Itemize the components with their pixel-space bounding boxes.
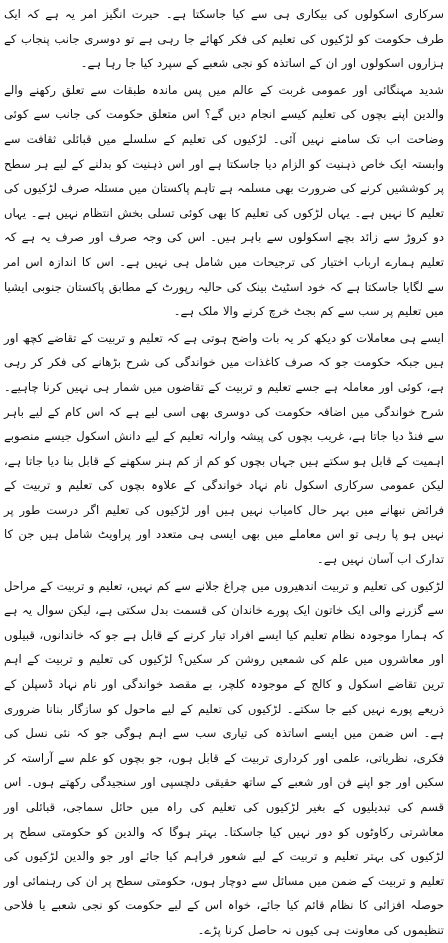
- article-paragraph-2: شدید مہنگائی اور عمومی غربت کے عالم میں پس ماندہ طبقات سے تعلق رکھنے والے والدین اپنے بچوں کی تعلیم کیسے انجام دیں گے؟ اس متعلق حکومت کی جانب سے کوئی وضاحت اب تک سامنے نہیں آئی۔ لڑکیوں کی تعلیم کے سلسلے میں قبائلی ثقافت سے وابستہ ایک خاص ذہنیت کو الزام دیا جاسکتا ہے اور اس ذہنیت کو بدلنے کے لیے ہر سطح پر کوششیں کرنے کی ضرورت بھی مسلمہ ہے تاہم پاکستان میں مسئلہ صرف لڑکیوں کی تعلیم کا نہیں ہے۔ یہاں لڑکوں کی تعلیم کا بھی کوئی تسلی بخش انتظام نہیں ہے۔ یہاں دو کروڑ سے زائد بچے اسکولوں سے باہر ہیں۔ اس کی وجہ صرف اور صرف یہ ہے کہ تعلیم ہمارے ارباب اختیار کی ترجیحات میں شامل ہی نہیں ہے۔ اس کا اندازہ اس امر سے لگایا جاسکتا ہے کہ خود اسٹیٹ بینک کی حالیہ رپورٹ کے مطابق پاکستان جنوبی ایشیا میں تعلیم پر سب سے کم بجٹ خرچ کرنے والا ملک ہے۔: [4, 82, 444, 319]
- article-paragraph-4: لڑکیوں کی تعلیم و تربیت اندھیروں میں چراغ جلانے سے کم نہیں، تعلیم و تربیت کے مراحل سے گزرنے والی ایک خاتون ایک پورے خاندان کی قسمت بدل سکتی ہے، لیکن سوال یہ ہے کہ ہمارا موجودہ نظام تعلیم کیا ایسے افراد تیار کرنے کے قابل ہے جو کہ خاندانوں، قبیلوں اور معاشروں میں علم کی شمعیں روشن کر سکیں؟ لڑکیوں کی تعلیم و تربیت کے اہم ترین تقاضے اسکول و کالج کے موجودہ کلچر، بے مقصد خواندگی اور نام نہاد ڈسپلن کے ذریعے پورے نہیں کیے جا سکتے۔ لڑکیوں کی تعلیم کے لیے ماحول کو سازگار بنانا ضروری ہے۔ اس ضمن میں ایسے اساتذہ کی تیاری سب سے اہم ہوگی جو کہ نئی نسل کی فکری، نظریاتی، علمی اور کرداری تربیت کے قابل ہوں، جو بچوں کو علم سے آراستہ کر سکیں اور جو اپنے فن اور شعبے کے ساتھ حقیقی دلچسپی اور سنجیدگی رکھتے ہوں۔ اس قسم کی تبدیلیوں کے بغیر لڑکیوں کی تعلیم کی راہ میں حائل سماجی، قبائلی اور معاشرتی رکاوٹوں کو دور نہیں کیا جاسکتا۔ بہتر ہوگا کہ والدین کو حکومتی سطح پر لڑکیوں کی بہتر تعلیم و تربیت کے لیے شعور فراہم کیا جائے اور جو والدین لڑکیوں کی تعلیم و تربیت کے ضمن میں مسائل سے دوچار ہوں، حکومتی سطح پر ان کی رہنمائی اور حوصلہ افزائی کا نظام قائم کیا جائے، خواہ اس کے لیے حکومت کو نجی شعبے یا فلاحی تنظیموں کی معاونت ہی کیوں نہ حاصل کرنا پڑے۔: [4, 578, 444, 937]
- article-paragraph-1: سرکاری اسکولوں کی بیکاری ہی سے کیا جاسکتا ہے۔ حیرت انگیز امر یہ ہے کہ ایک طرف حکومت کو لڑکیوں کی تعلیم کی فکر کھائے جا رہی ہے تو دوسری جانب پنجاب کے ہزاروں اسکولوں اور ان کے اساتذہ کو نجی شعبے کے سپرد کیا جا رہا ہے۔: [4, 7, 444, 71]
- article-paragraph-3: ایسے ہی معاملات کو دیکھ کر یہ بات واضح ہوتی ہے کہ تعلیم و تربیت کے تقاضے کچھ اور ہیں جبکہ حکومت جو کہ صرف کاغذات میں خواندگی کی شرح بڑھانے کی فکر کر رہی ہے، کوئی اور معاملہ ہے جسے تعلیم و تربیت کے تقاضوں میں شمار ہی نہیں کرنا چاہیے۔ شرح خواندگی میں اضافہ حکومت کی دوسری بھی اسی لیے ہے کہ اس کام کے لیے باہر سے فنڈ دیا جاتا ہے، غریب بچوں کی پیشہ وارانہ تعلیم کے لیے دانش اسکول جیسے منصوبے اہمیت کے قابل ہو سکتے ہیں جہاں بچوں کو کم از کم ہنر سکھنے کے قابل بنا دیا جاتا ہے، لیکن عمومی سرکاری اسکول نام نہاد خواندگی کے علاوہ بچوں کی تعلیم و تربیت کے فرائض نبھانے میں بہر حال کامیاب نہیں ہیں اور لڑکیوں کی تعلیم اگر درست طور پر نہیں ہو پا رہی تو اس معاملے میں بھی ایسی ہی متعدد اور پراویٹ شامل ہیں جن کا تدارک اب آسان نہیں ہے۔: [4, 330, 444, 567]
- article-column: [4, 2, 444, 943]
